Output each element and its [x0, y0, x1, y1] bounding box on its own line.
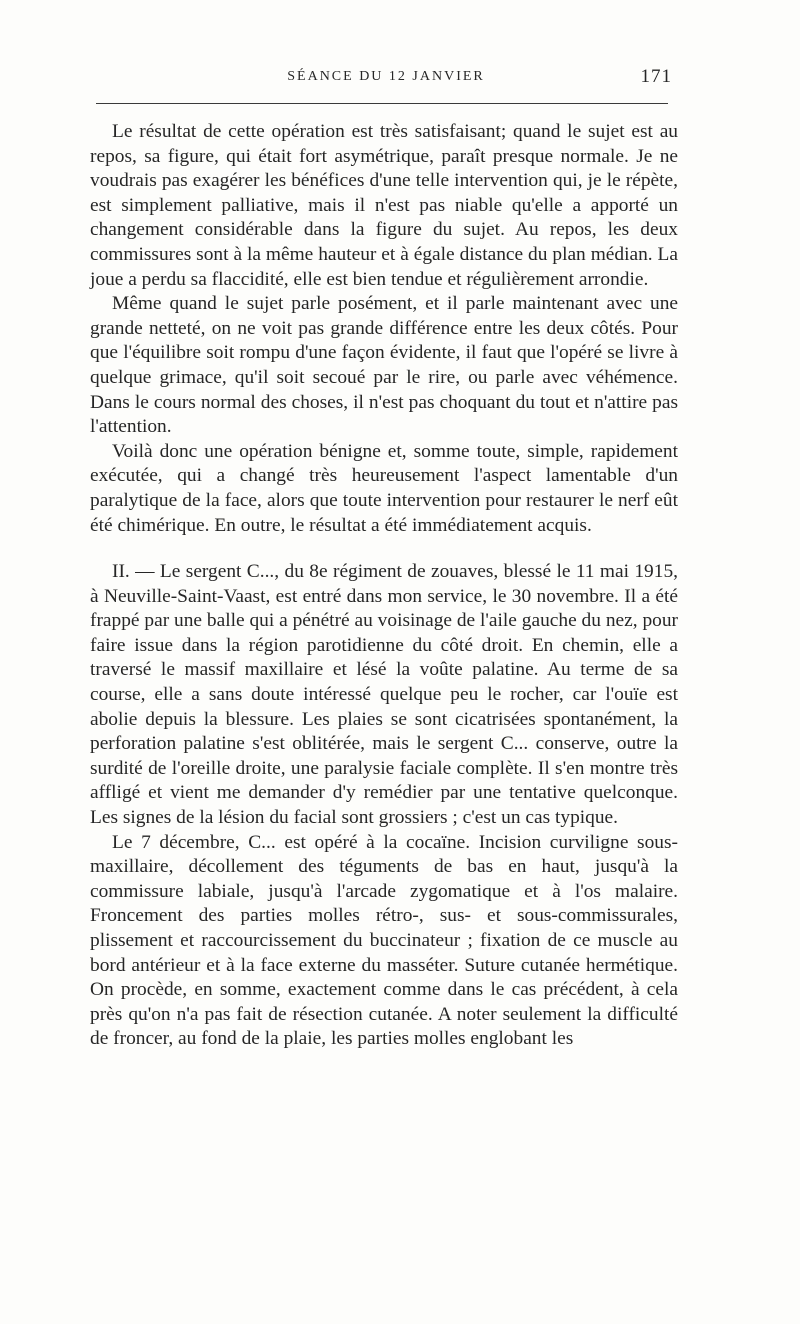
body-text — [90, 120, 678, 1052]
paragraph: Même quand le sujet parle posément, et il parle maintenant avec une grande netteté, on ne voit pas grande différence entre les deux côtés. Pour que l'équilibre soit rompu d'une façon évidente, il faut que l'opéré se livre à quelque grimace, qu'il soit secoué par le rire, ou parle avec véhémence. Dans le cours normal des choses, il n'est pas choquant du tout et n'attire pas l'attention. — [90, 293, 678, 438]
header-rule — [96, 103, 668, 104]
page-number: 171 — [640, 66, 672, 87]
paragraph: II. — Le sergent C..., du 8e régiment de zouaves, blessé le 11 mai 1915, à Neuville-Saint-Vaast, est entré dans mon service, le 30 novembre. Il a été frappé par une balle qui a pénétré au voisinage de l'aile gauche du nez, pour faire issue dans la région parotidienne du côté droit. En chemin, elle a traversé le massif maxillaire et lésé la voûte palatine. Au terme de sa course, elle a sans doute intéressé quelque peu le rocher, car l'ouïe est abolie depuis la blessure. Les plaies se sont cicatrisées spontanément, la perforation palatine s'est oblitérée, mais le sergent C... conserve, outre la surdité de l'oreille droite, une paralysie faciale complète. Il s'en montre très affligé et vient me demander d'y remédier par une tentative quelconque. Les signes de la lésion du facial sont grossiers ; c'est un cas typique. — [90, 561, 678, 829]
running-head — [96, 66, 676, 92]
paragraph: Voilà donc une opération bénigne et, somme toute, simple, rapidement exécutée, qui a changé très heureusement l'aspect lamentable d'un paralytique de la face, alors que toute intervention pour restaurer le nerf eût été chimérique. En outre, le résultat a été immédiatement acquis. — [90, 440, 678, 536]
paragraph: Le 7 décembre, C... est opéré à la cocaïne. Incision curviligne sous-maxillaire, décollement des téguments de bas en haut, jusqu'à la commissure labiale, jusqu'à l'arcade zygomatique et à l'os malaire. Froncement des parties molles rétro-, sus- et sous-commissurales, plissement et raccourcissement du buccinateur ; fixation de ce muscle au bord antérieur et à la face externe du masséter. Suture cutanée hermétique. On procède, en somme, exactement comme dans le cas précédent, à cela près qu'on n'a pas fait de résection cutanée. A noter seulement la difficulté de froncer, au fond de la plaie, les parties molles englobant les — [90, 831, 678, 1050]
paragraph: Le résultat de cette opération est très satisfaisant; quand le sujet est au repos, sa figure, qui était fort asymétrique, paraît presque normale. Je ne voudrais pas exagérer les bénéfices d'une telle intervention qui, je le répète, est simplement palliative, mais il n'est pas niable qu'elle a apporté un changement considérable dans la figure du sujet. Au repos, les deux commissures sont à la même hauteur et à égale distance du plan médian. La joue a perdu sa flaccidité, elle est bien tendue et régulièrement arrondie. — [90, 121, 678, 290]
running-title: SÉANCE DU 12 JANVIER — [287, 69, 485, 84]
